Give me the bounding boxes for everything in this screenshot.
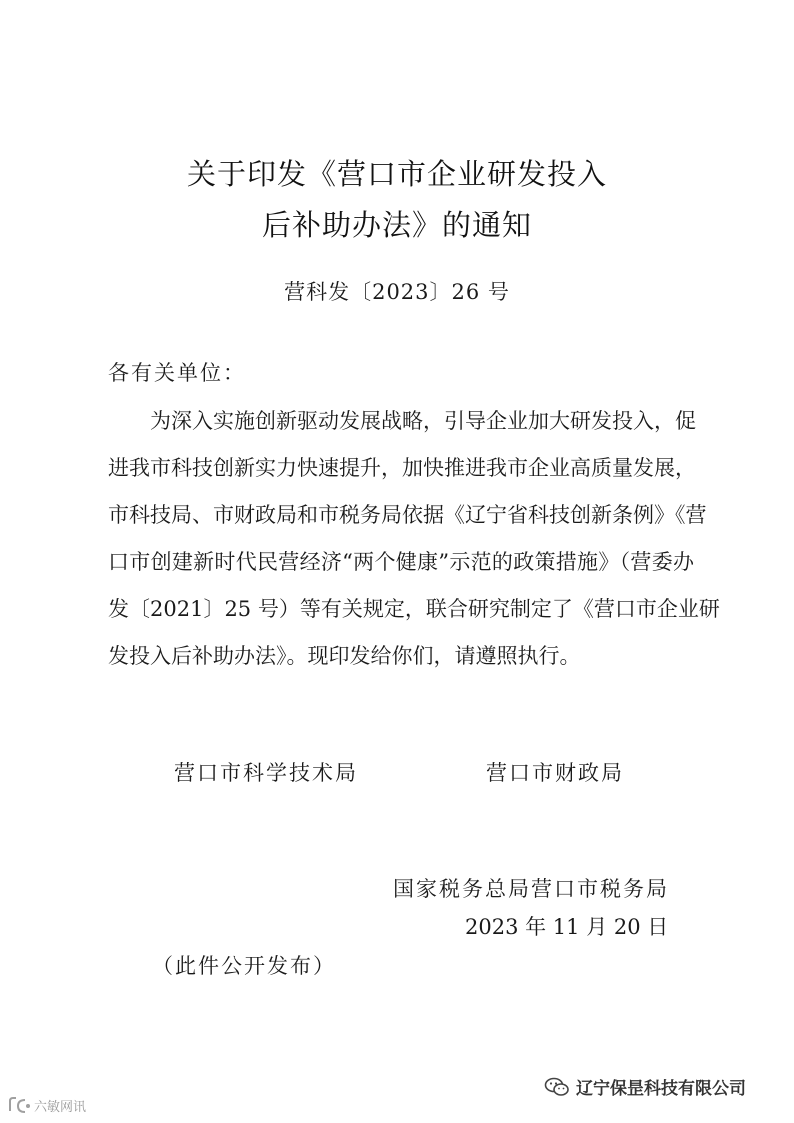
body-paragraph-line: 进我市科技创新实力快速提升，加快推进我市企业高质量发展， [108, 456, 696, 480]
body-paragraph-line: 发〔2021〕25 号）等有关规定，联合研究制定了《营口市企业研 [108, 597, 720, 621]
document-number: 营科发〔2023〕26 号 [284, 280, 510, 304]
wechat-icon [544, 1077, 570, 1097]
body-paragraph-line: 发投入后补助办法》。现印发给你们，请遵照执行。 [108, 644, 581, 668]
salutation: 各有关单位： [108, 361, 246, 385]
signatory-tax-bureau: 国家税务总局营口市税务局 [393, 877, 669, 901]
document-title-line-1: 关于印发《营口市企业研发投入 [186, 157, 607, 191]
signatory-science-bureau: 营口市科学技术局 [174, 761, 358, 785]
site-mark-text: 六敏网讯 [34, 1099, 87, 1115]
body-paragraph-line: 市科技局、市财政局和市税务局依据《辽宁省科技创新条例》《营 [108, 503, 707, 527]
wechat-account-name: 辽宁保昰科技有限公司 [576, 1079, 746, 1099]
body-paragraph-line: 口市创建新时代民营经济“两个健康”示范的政策措施》（营委办 [108, 550, 694, 574]
site-watermark [6, 1095, 86, 1115]
wechat-account-watermark [544, 1074, 746, 1099]
issue-date: 2023 年 11 月 20 日 [465, 915, 669, 939]
site-logo-icon [6, 1095, 32, 1115]
document-title-line-2: 后补助办法》的通知 [261, 208, 532, 242]
body-paragraph-line: 为深入实施创新驱动发展战略，引导企业加大研发投入，促 [150, 409, 696, 433]
signatory-finance-bureau: 营口市财政局 [486, 761, 624, 785]
release-note: （此件公开发布） [152, 954, 336, 978]
